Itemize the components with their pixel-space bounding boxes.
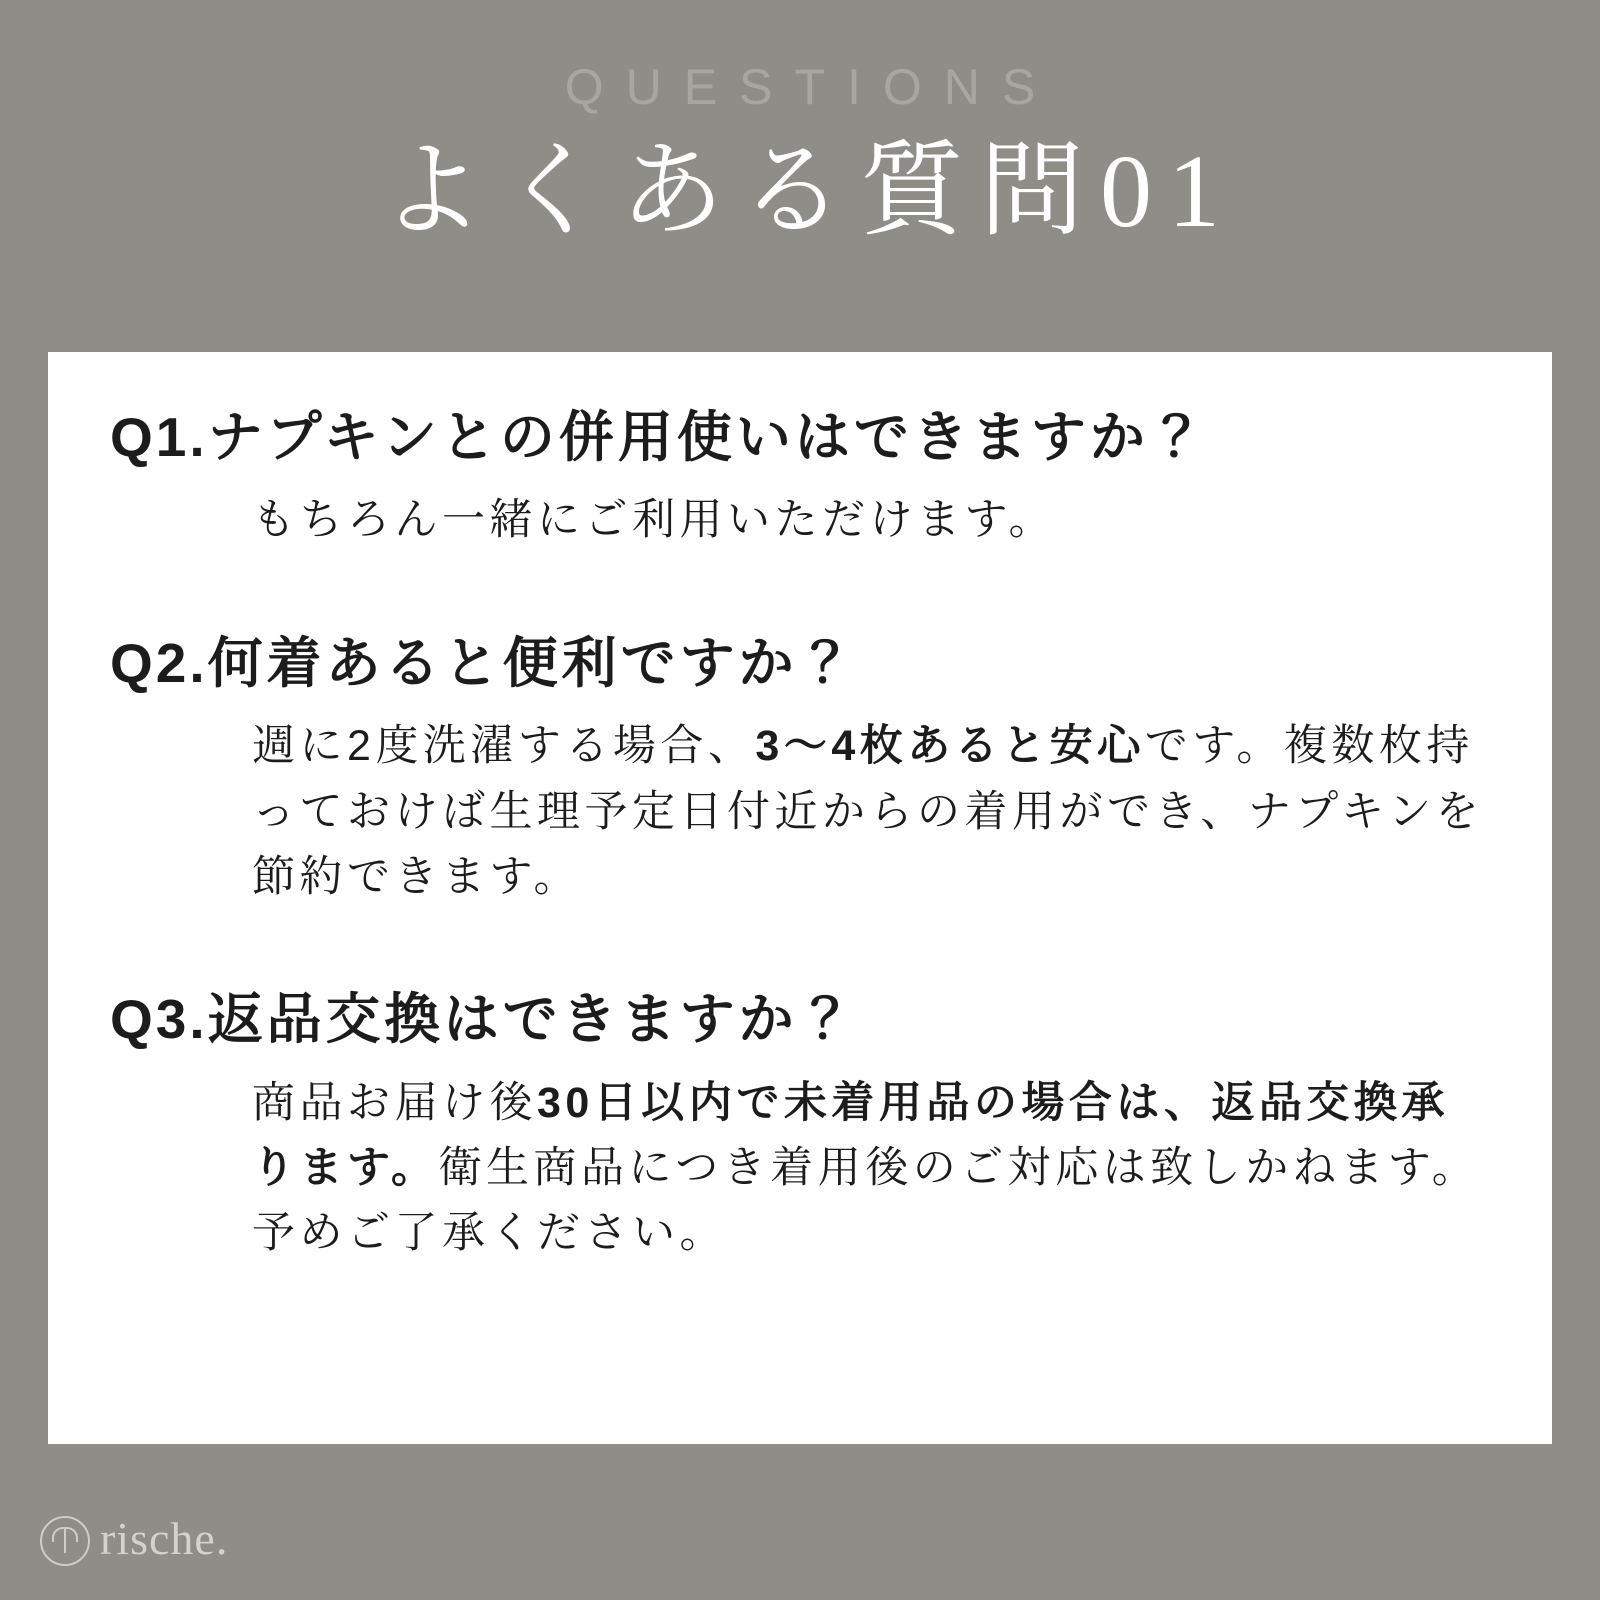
page-header: [0, 0, 1600, 250]
rische-leaf-icon: [40, 1516, 90, 1566]
eyebrow-label: QUESTIONS: [564, 59, 1058, 115]
faq-question-label: Q1.: [110, 406, 208, 468]
faq-question: [110, 984, 1490, 1054]
page-title: よくある質問01: [379, 134, 1236, 249]
faq-answer: 週に2度洗濯する場合、3〜4枚あると安心です。複数枚持っておけば生理予定日付近からの着用ができ、ナプキンを節約できます。: [252, 722, 1484, 901]
faq-item: [110, 402, 1490, 554]
faq-question: [110, 402, 1490, 472]
faq-answer: 商品お届け後30日以内で未着用品の場合は、返品交換承ります。衛生商品につき着用後のご対応は致しかねます。予めご了承ください。: [252, 1078, 1480, 1258]
faq-question-label: Q2.: [110, 631, 208, 694]
faq-question-text: 何着あると便利ですか？: [207, 631, 857, 694]
faq-question-text: 返品交換はできますか？: [207, 988, 857, 1051]
faq-question-label: Q3.: [110, 988, 208, 1051]
faq-answer: もちろん一緒にご利用いただけます。: [252, 496, 1057, 545]
faq-item: [110, 984, 1490, 1266]
faq-card: [48, 352, 1552, 1444]
faq-item: [110, 628, 1490, 910]
brand-name: rische.: [100, 1513, 229, 1564]
brand-footer: [40, 1513, 229, 1566]
faq-question: [110, 628, 1490, 698]
faq-question-text: ナプキンとの併用使いはできますか？: [207, 406, 1208, 468]
